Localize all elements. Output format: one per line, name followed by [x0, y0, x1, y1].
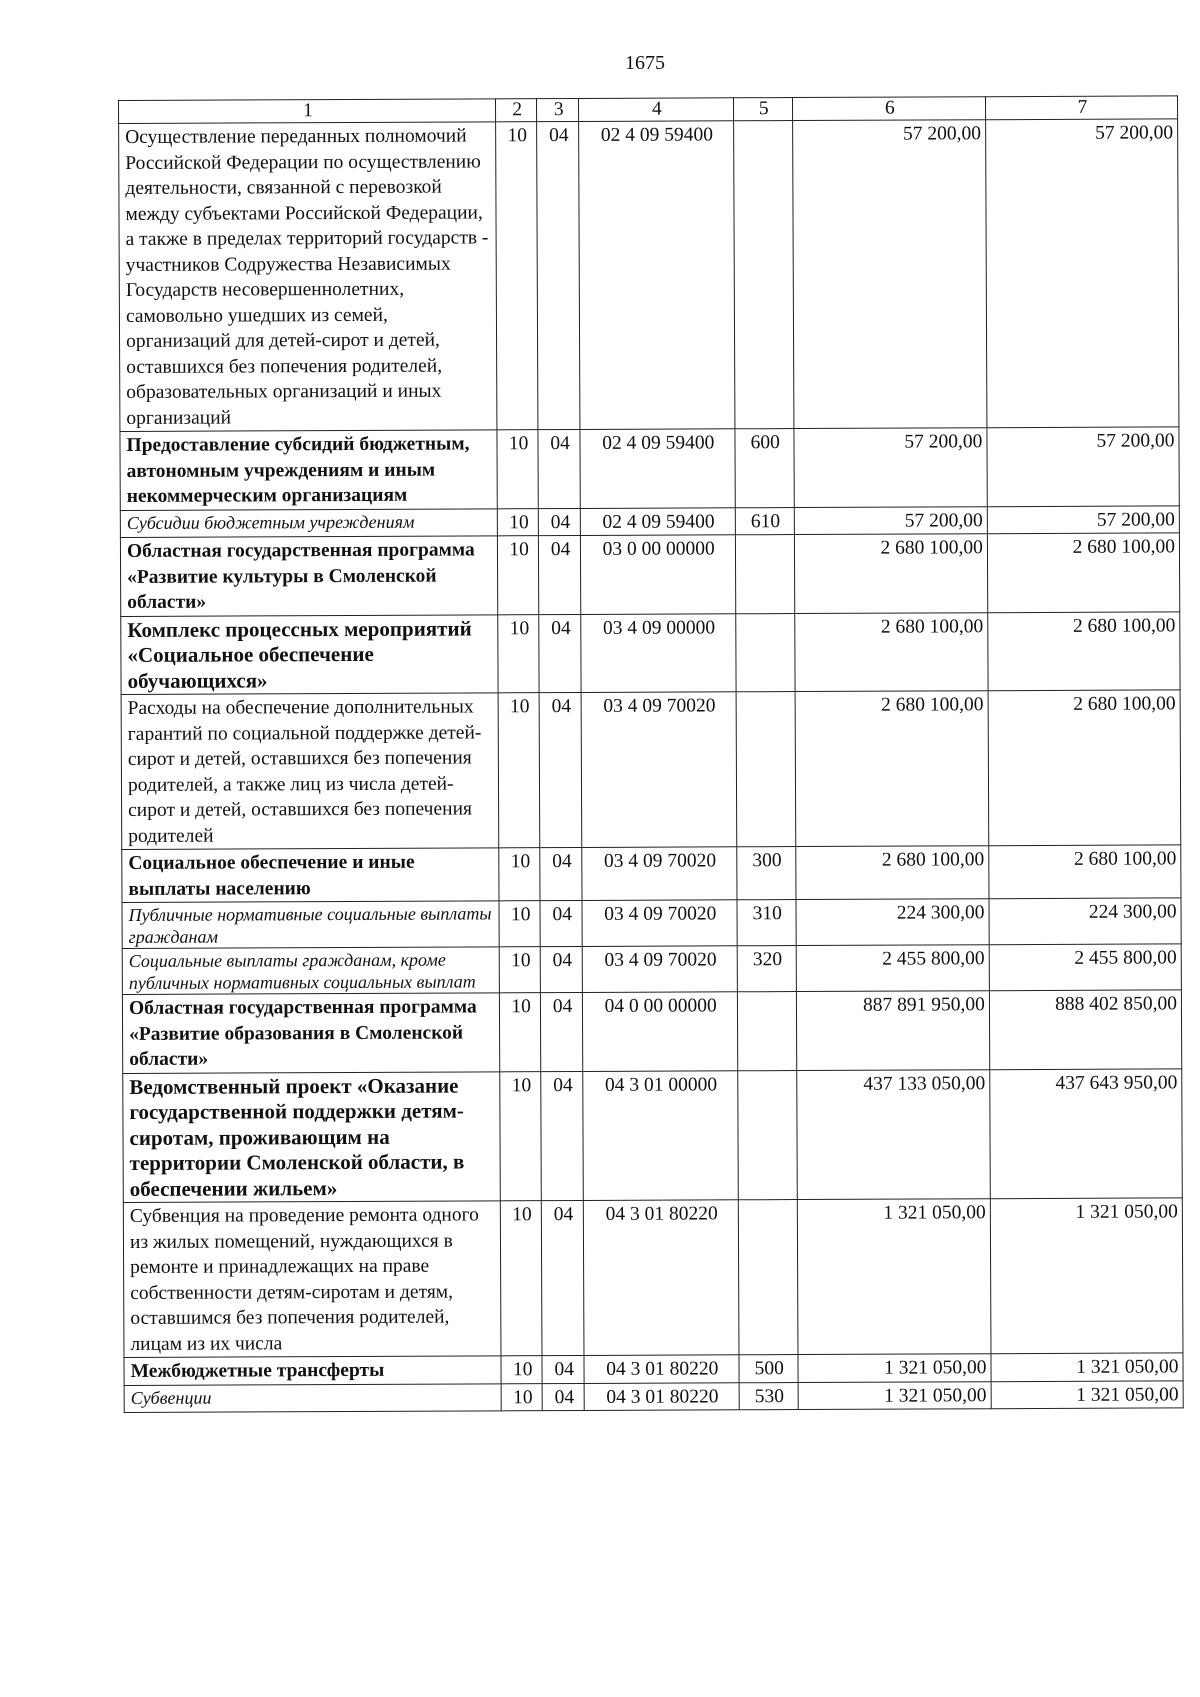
section-cell: 10 — [497, 430, 539, 509]
column-header-5: 5 — [733, 98, 792, 121]
section-cell: 10 — [498, 614, 540, 693]
table-row — [124, 1380, 1183, 1412]
row-name-cell: Ведомственный проект «Оказание государственной поддержки детям-сиротам, проживающим на территории Смоленской области, в обеспечении жильем» — [123, 1071, 500, 1202]
amount-col7-cell: 57 200,00 — [987, 505, 1179, 533]
amount-col6-cell: 887 891 950,00 — [796, 991, 989, 1070]
section-cell: 10 — [498, 693, 540, 848]
amount-col6-cell: 2 680 100,00 — [795, 612, 988, 691]
table-row — [123, 1068, 1183, 1202]
expense-type-cell — [735, 535, 795, 614]
row-name-cell: Осуществление переданных полномочий Российской Федерации по осуществлению деятельности, связанной с перевозкой между субъектами Российской Федерации, а также в пределах территорий государств - участников Содружества Независимых Государств несовершеннолетних, самовольно ушедших из семей, организаций для детей-сирот и детей, оставшихся без попечения родителей, образовательных организаций и иных организаций — [119, 122, 497, 432]
section-cell: 10 — [499, 947, 541, 993]
table-row — [123, 1198, 1183, 1358]
subsection-cell: 04 — [541, 992, 583, 1071]
target-article-cell: 02 4 09 59400 — [579, 121, 735, 430]
target-article-cell: 03 0 00 00000 — [580, 535, 735, 614]
row-name-cell: Социальное обеспечение и иные выплаты населению — [122, 848, 499, 903]
table-row — [119, 119, 1179, 432]
subsection-cell: 04 — [537, 121, 580, 429]
target-article-cell: 03 4 09 70020 — [582, 946, 737, 993]
amount-col7-cell: 1 321 050,00 — [990, 1198, 1183, 1354]
row-name-cell: Социальные выплаты гражданам, кроме публичных нормативных социальных выплат — [122, 947, 499, 995]
target-article-cell: 03 4 09 00000 — [581, 613, 736, 692]
table-row — [122, 845, 1181, 903]
column-header-1: 1 — [119, 99, 496, 124]
amount-col7-cell: 224 300,00 — [989, 898, 1181, 945]
page-number: 1675 — [625, 52, 665, 74]
table-row — [121, 611, 1180, 694]
target-article-cell: 03 4 09 70020 — [581, 692, 736, 848]
amount-col6-cell: 2 680 100,00 — [794, 534, 987, 613]
section-cell: 10 — [499, 848, 541, 901]
expense-type-cell — [736, 692, 796, 847]
target-article-cell: 03 4 09 70020 — [582, 847, 737, 901]
amount-col7-cell: 1 321 050,00 — [991, 1380, 1183, 1408]
subsection-cell: 04 — [539, 508, 581, 536]
target-article-cell: 04 0 00 00000 — [582, 992, 737, 1071]
subsection-cell: 04 — [541, 1071, 583, 1201]
expense-type-cell — [733, 121, 794, 429]
target-article-cell: 04 3 01 80220 — [584, 1355, 739, 1383]
subsection-cell: 04 — [540, 847, 582, 900]
subsection-cell: 04 — [542, 1383, 584, 1411]
expense-type-cell — [735, 613, 795, 692]
expense-type-cell — [737, 992, 797, 1071]
row-name-cell: Субвенция на проведение ремонта одного из жилых помещений, нуждающихся в ремонте и принадлежащих на праве собственности детям-сиротам и детям, оставшимся без попечения родителей, лицам из их числа — [123, 1201, 501, 1358]
row-name-cell: Областная государственная программа «Развитие культуры в Смоленской области» — [120, 536, 497, 616]
section-cell: 10 — [497, 536, 539, 615]
section-cell: 10 — [500, 1071, 542, 1201]
row-name-cell: Комплекс процессных мероприятий «Социальное обеспечение обучающихся» — [121, 614, 498, 694]
column-header-4: 4 — [578, 98, 733, 122]
row-name-cell: Межбюджетные трансферты — [124, 1356, 501, 1385]
column-header-7: 7 — [985, 96, 1177, 120]
row-name-cell: Областная государственная программа «Развитие образования в Смоленской области» — [122, 993, 499, 1073]
amount-col7-cell: 2 455 800,00 — [989, 944, 1181, 991]
expense-type-cell — [737, 1070, 797, 1200]
target-article-cell: 02 4 09 59400 — [580, 507, 735, 535]
section-cell: 10 — [501, 1383, 543, 1411]
amount-col6-cell: 224 300,00 — [796, 899, 989, 946]
amount-col6-cell: 2 680 100,00 — [795, 691, 989, 847]
section-cell: 10 — [497, 508, 539, 536]
subsection-cell: 04 — [542, 1200, 584, 1355]
target-article-cell: 04 3 01 00000 — [583, 1070, 738, 1200]
expense-type-cell — [738, 1200, 798, 1355]
subsection-cell: 04 — [538, 429, 580, 508]
section-cell: 10 — [499, 901, 541, 947]
amount-col7-cell: 57 200,00 — [985, 119, 1178, 428]
row-name-cell: Расходы на обеспечение дополнительных гарантий по социальной поддержке детей-сирот и детей, оставшихся без попечения родителей, а также лиц из числа детей-сирот и детей, оставшихся без попечения родителей — [121, 693, 499, 850]
expense-type-cell: 310 — [737, 900, 796, 946]
amount-col6-cell: 2 680 100,00 — [796, 846, 989, 900]
table-row — [122, 898, 1181, 949]
expense-type-cell: 600 — [735, 429, 795, 508]
budget-table — [118, 95, 1184, 1413]
section-cell: 10 — [501, 1356, 543, 1384]
amount-col6-cell: 1 321 050,00 — [797, 1199, 991, 1355]
table-row — [120, 533, 1179, 616]
subsection-cell: 04 — [539, 535, 581, 614]
amount-col7-cell: 1 321 050,00 — [991, 1353, 1183, 1381]
amount-col6-cell: 1 321 050,00 — [798, 1381, 991, 1409]
amount-col7-cell: 57 200,00 — [987, 427, 1179, 506]
expense-type-cell: 530 — [739, 1382, 798, 1410]
expense-type-cell: 500 — [739, 1355, 798, 1383]
column-header-6: 6 — [792, 97, 985, 121]
amount-col6-cell: 57 200,00 — [794, 428, 987, 507]
section-cell: 10 — [495, 122, 538, 430]
amount-col6-cell: 437 133 050,00 — [797, 1069, 991, 1199]
amount-col7-cell: 2 680 100,00 — [988, 611, 1180, 690]
row-name-cell: Предоставление субсидий бюджетным, автономным учреждениям и иным некоммерческим организациям — [120, 430, 497, 510]
expense-type-cell: 320 — [737, 946, 796, 992]
column-header-2: 2 — [495, 99, 537, 122]
amount-col7-cell: 2 680 100,00 — [989, 845, 1181, 899]
row-name-cell: Публичные нормативные социальные выплаты гражданам — [122, 901, 499, 949]
expense-type-cell: 300 — [736, 847, 795, 900]
amount-col6-cell: 57 200,00 — [794, 506, 987, 534]
column-header-3: 3 — [537, 98, 579, 121]
table-row — [121, 690, 1181, 850]
row-name-cell: Субсидии бюджетным учреждениям — [120, 508, 497, 537]
target-article-cell: 04 3 01 80220 — [584, 1382, 739, 1410]
section-cell: 10 — [499, 993, 541, 1072]
row-name-cell: Субвенции — [124, 1383, 501, 1412]
subsection-cell: 04 — [542, 1355, 584, 1383]
target-article-cell: 03 4 09 70020 — [582, 900, 737, 947]
table-row — [120, 427, 1179, 510]
amount-col7-cell: 437 643 950,00 — [990, 1068, 1183, 1198]
subsection-cell: 04 — [539, 614, 581, 693]
amount-col6-cell: 1 321 050,00 — [798, 1354, 991, 1382]
subsection-cell: 04 — [540, 900, 582, 946]
subsection-cell: 04 — [539, 692, 581, 847]
target-article-cell: 02 4 09 59400 — [580, 429, 735, 508]
amount-col7-cell: 888 402 850,00 — [989, 990, 1181, 1069]
target-article-cell: 04 3 01 80220 — [583, 1200, 738, 1356]
amount-col6-cell: 2 455 800,00 — [796, 945, 989, 992]
section-cell: 10 — [500, 1201, 542, 1356]
expense-type-cell: 610 — [735, 507, 794, 535]
subsection-cell: 04 — [541, 946, 583, 992]
amount-col7-cell: 2 680 100,00 — [988, 690, 1181, 846]
amount-col7-cell: 2 680 100,00 — [987, 533, 1179, 612]
amount-col6-cell: 57 200,00 — [792, 120, 986, 429]
table-row — [122, 944, 1181, 995]
table-row — [122, 990, 1181, 1073]
